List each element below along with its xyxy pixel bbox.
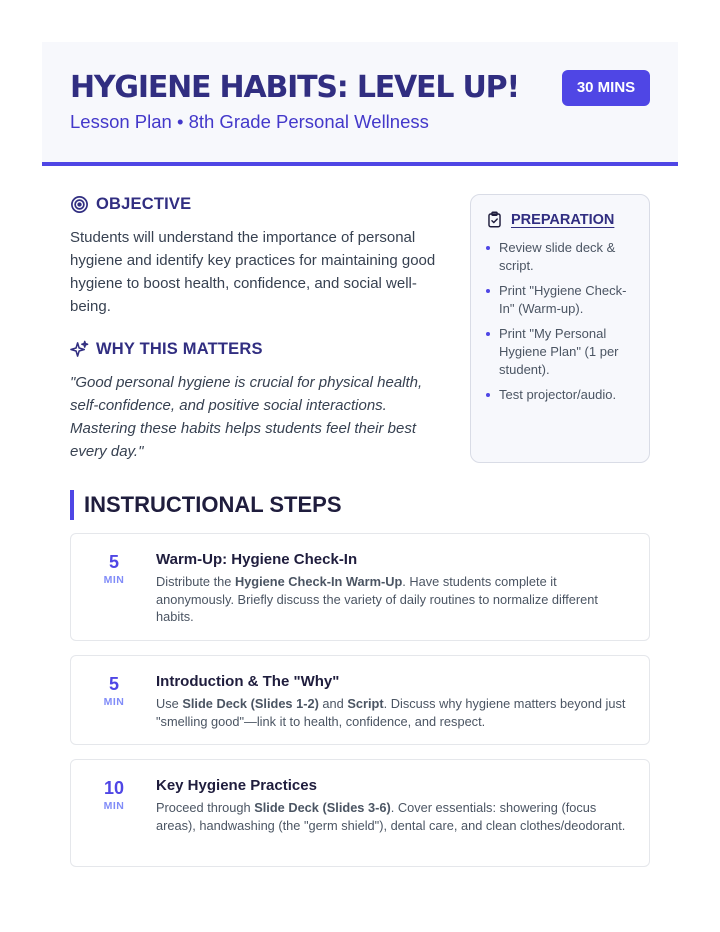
list-item: Print "Hygiene Check-In" (Warm-up). <box>486 282 635 318</box>
step-desc-text: Use <box>156 696 183 711</box>
list-item: Review slide deck & script. <box>486 239 635 275</box>
preparation-heading <box>486 211 635 228</box>
preparation-card <box>470 194 650 463</box>
step-title: Warm-Up: Hygiene Check-In <box>156 551 358 568</box>
step-desc-text: . Discuss why hygiene matters beyond just "smelling good"—link it to health, confidence, and respect. <box>156 696 626 729</box>
target-icon <box>70 195 89 214</box>
step-desc-text: Distribute the <box>156 574 235 589</box>
page-subtitle: Lesson Plan • 8th Grade Personal Wellness <box>70 111 429 132</box>
step-minutes: 5 <box>108 552 119 572</box>
sparkles-icon <box>70 340 89 359</box>
step-card <box>70 759 650 867</box>
why-heading <box>70 340 263 359</box>
step-title: Key Hygiene Practices <box>156 777 317 794</box>
step-description <box>156 695 636 730</box>
step-desc-emphasis: Slide Deck (Slides 3-6) <box>254 800 391 815</box>
step-body <box>156 776 636 834</box>
step-desc-text: and <box>318 696 348 711</box>
objective-text: Students will understand the importance of personal hygiene and identify key practices for maintaining good hygiene to boost health, confidence, and social well-being. <box>70 229 436 315</box>
page-title: HYGIENE HABITS: LEVEL UP! <box>70 70 519 105</box>
step-body <box>156 550 636 626</box>
step-desc-text: . Cover essentials: showering (focus areas), handwashing (the "germ shield"), dental care, and clean clothes/deodorant. <box>156 800 626 833</box>
step-minutes: 10 <box>103 778 125 798</box>
duration-badge: 30 MINS <box>562 70 650 106</box>
step-unit: MIN <box>103 696 125 708</box>
list-item: Test projector/audio. <box>486 386 635 404</box>
steps-heading: INSTRUCTIONAL STEPS <box>70 490 342 520</box>
header-banner <box>42 42 678 166</box>
step-desc-emphasis: Hygiene Check-In Warm-Up <box>234 574 403 589</box>
step-description <box>156 573 636 626</box>
list-item: Print "My Personal Hygiene Plan" (1 per student). <box>486 325 635 379</box>
step-card <box>70 533 650 641</box>
step-unit: MIN <box>103 574 125 586</box>
clipboard-check-icon <box>486 211 503 228</box>
step-card <box>70 655 650 745</box>
step-description <box>156 799 636 834</box>
why-heading-label: WHY THIS MATTERS <box>96 340 263 358</box>
preparation-heading-label: PREPARATION <box>511 211 615 228</box>
step-title: Introduction & The "Why" <box>156 673 340 690</box>
objective-heading-label: OBJECTIVE <box>96 195 192 213</box>
step-desc-text: . Have students complete it anonymously. Briefly discuss the variety of daily routines to normalize different habits. <box>156 574 598 625</box>
step-body <box>156 672 636 730</box>
step-desc-emphasis: Slide Deck (Slides 1-2) <box>182 696 319 711</box>
preparation-list <box>486 239 635 404</box>
step-unit: MIN <box>103 800 125 812</box>
objective-heading <box>70 195 191 214</box>
why-quote: "Good personal hygiene is crucial for physical health, self-confidence, and positive social interactions. Mastering these habits helps students feel their best every day." <box>70 374 423 460</box>
step-minutes: 5 <box>108 674 119 694</box>
step-desc-emphasis: Script <box>347 696 384 711</box>
step-desc-text: Proceed through <box>156 800 255 815</box>
